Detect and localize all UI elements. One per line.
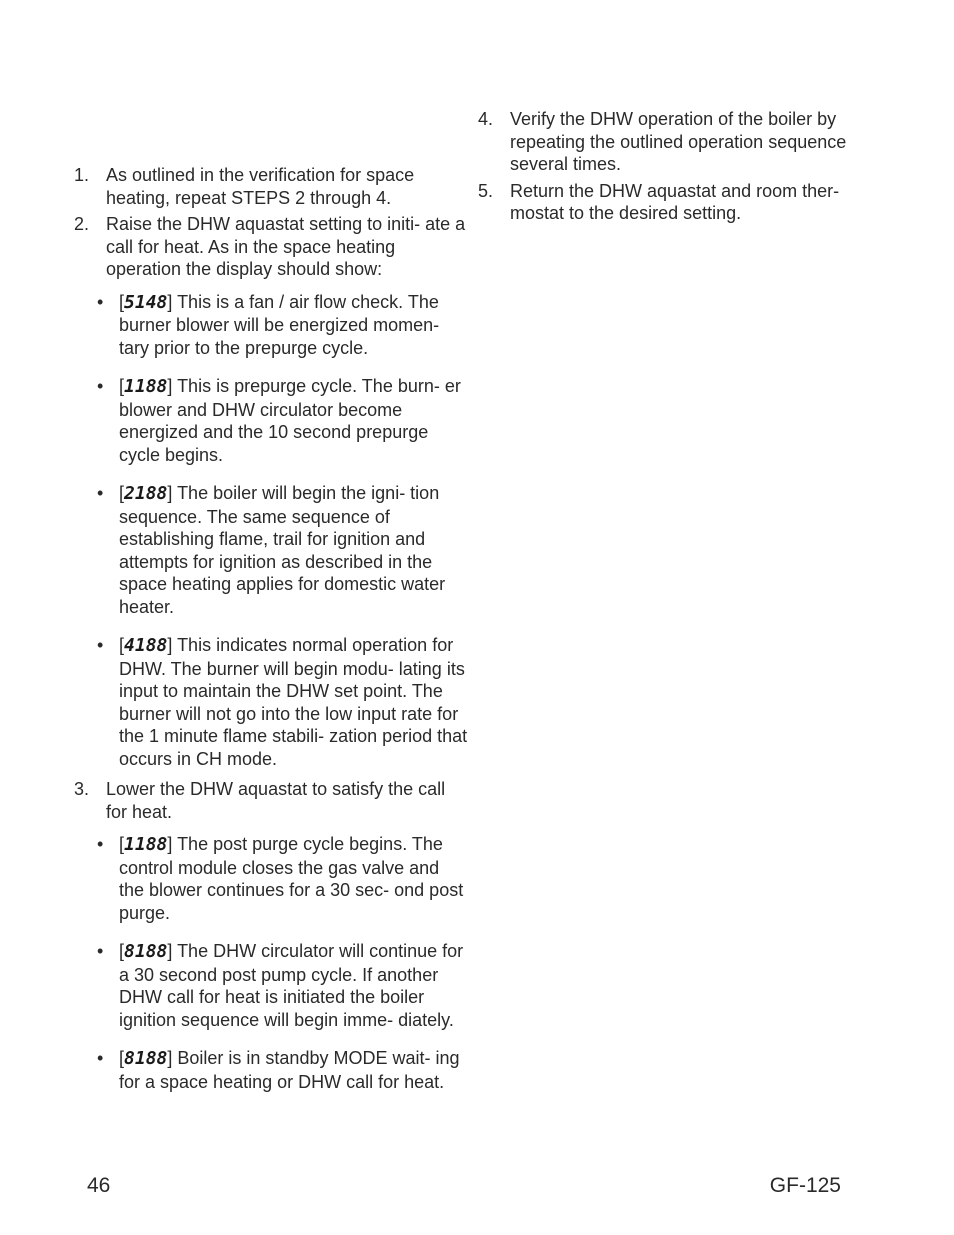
list-item: • [5148] This is a fan / air flow check. The burner blower will be energized momen- tary prior to the prepurge cycle. — [97, 291, 440, 358]
model-label: GF-125 — [769, 1174, 841, 1197]
step-text: Verify the DHW operation of the boiler by repeating the outlined operation sequence several times. — [510, 109, 847, 174]
bullet-icon: • — [97, 291, 104, 312]
bullet-icon: • — [97, 834, 104, 854]
step-3-bullets — [74, 833, 469, 1093]
bullet-icon: • — [97, 1048, 104, 1068]
step-number: 3. — [74, 779, 90, 799]
bullet-text: Boiler is in standby MODE wait- ing for a space heating or DHW call for heat. — [119, 1048, 460, 1092]
display-code: 4188 — [124, 635, 168, 656]
list-item: • [8188] The DHW circulator will continue for a 30 second post pump cycle. If another DHW call for heat is initiated the boiler ignition sequence will begin imme- diately. — [97, 941, 464, 1030]
step-1 — [74, 164, 469, 209]
list-item: • [1188] The post purge cycle begins. The control module closes the gas valve and the blower continues for a 30 sec- ond post purge. — [97, 834, 464, 923]
step-2-bullets — [74, 291, 469, 771]
bullet-text: The boiler will begin the igni- tion sequence. The same sequence of establishing flame, trail for ignition and attempts for ignition as described in the space heating applies for domestic water heater. — [119, 483, 446, 617]
list-item: • [1188] This is prepurge cycle. The burn- er blower and DHW circulator become energized and the 10 second prepurge cycle begins. — [97, 376, 461, 465]
bullet-icon: • — [97, 376, 104, 396]
list-item: • [4188] This indicates normal operation for DHW. The burner will begin modu- lating its input to maintain the DHW set point. The burner will not go into the low input rate for the 1 minute flame stabili- zation period that occurs in CH mode. — [97, 635, 468, 769]
step-number: 5. — [478, 180, 494, 201]
right-column — [478, 108, 878, 229]
step-text: As outlined in the verification for space heating, repeat STEPS 2 through 4. — [106, 165, 415, 208]
display-code: 8188 — [124, 941, 168, 962]
step-text: Lower the DHW aquastat to satisfy the call for heat. — [106, 779, 446, 822]
step-number: 2. — [74, 214, 90, 234]
step-2 — [74, 213, 469, 281]
display-code: 2188 — [124, 483, 168, 504]
step-4 — [478, 108, 878, 176]
step-3 — [74, 778, 469, 823]
step-number: 4. — [478, 109, 494, 129]
bullet-text: This is prepurge cycle. The burn- er blower and DHW circulator become energized and the 10 second prepurge cycle begins. — [119, 376, 461, 465]
list-item: • [2188] The boiler will begin the igni- tion sequence. The same sequence of establishing flame, trail for ignition and attempts for ignition as described in the space heating applies for domestic water heater. — [97, 483, 446, 617]
bullet-icon: • — [97, 483, 104, 503]
bullet-text: This indicates normal operation for DHW. The burner will begin modu- lating its input to maintain the DHW set point. The burner will not go into the low input rate for the 1 minute flame stabili- zation period that occurs in CH mode. — [119, 635, 468, 769]
list-item: • [8188] Boiler is in standby MODE wait- ing for a space heating or DHW call for heat. — [97, 1048, 460, 1092]
display-code: 5148 — [124, 291, 168, 313]
bullet-icon: • — [97, 635, 104, 655]
display-code: 8188 — [124, 1048, 168, 1069]
page-number: 46 — [87, 1174, 111, 1197]
step-number: 1. — [74, 165, 90, 185]
bullet-text: This is a fan / air flow check. The burner blower will be energized momen- tary prior to the prepurge cycle. — [119, 291, 440, 358]
bullet-icon: • — [97, 941, 104, 961]
bullet-text: The post purge cycle begins. The control module closes the gas valve and the blower continues for a 30 sec- ond post purge. — [119, 834, 464, 923]
bullet-text: The DHW circulator will continue for a 30 second post pump cycle. If another DHW call for heat is initiated the boiler ignition sequence will begin imme- diately. — [119, 941, 464, 1030]
left-column — [74, 164, 469, 1109]
display-code: 1188 — [124, 376, 168, 397]
step-5 — [478, 180, 878, 225]
step-text: Raise the DHW aquastat setting to initi- ate a call for heat. As in the space heating operation the display should show: — [106, 214, 466, 279]
step-text: Return the DHW aquastat and room ther- mostat to the desired setting. — [510, 180, 840, 223]
display-code: 1188 — [124, 834, 168, 855]
